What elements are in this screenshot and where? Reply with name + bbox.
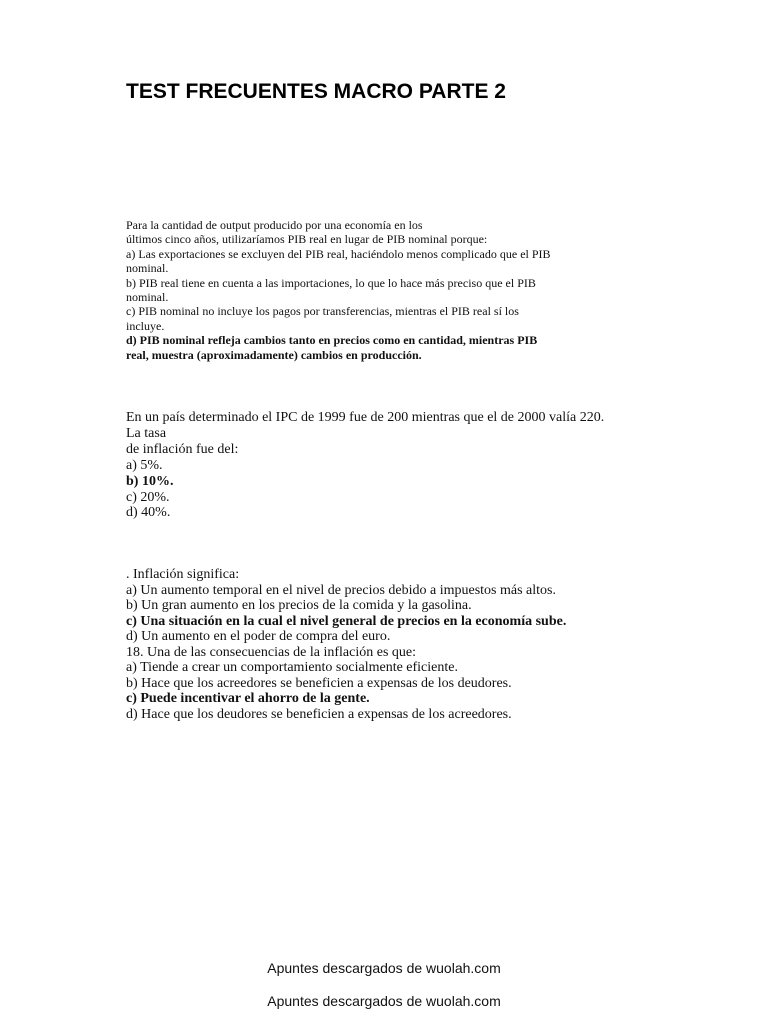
question-pib-real [126,218,551,362]
correct-answer-b: b) 10%. [126,473,174,489]
answer-option-b-cont: nominal. [126,290,169,305]
answer-option-d: d) 40%. [126,505,171,521]
question-stem-line: Para la cantidad de output producido por una economía en los [126,218,423,232]
question-stem-line: . Inflación significa: [126,567,240,582]
answer-option-a: a) 5%. [126,457,163,473]
question-stem-line: La tasa [126,425,167,441]
correct-answer-d: d) PIB nominal refleja cambios tanto en precios como en cantidad, mientras PIB [126,333,538,348]
answer-option-c: c) 20%. [126,489,170,505]
answer-option-a-cont: nominal. [126,261,169,276]
answer-option-d: d) Un aumento en el poder de compra del euro. [126,629,391,644]
answer-option-d: d) Hace que los deudores se beneficien a expensas de los acreedores. [126,706,512,722]
answer-option-a: a) Un aumento temporal en el nivel de precios debido a impuestos más altos. [126,582,556,598]
page-title: TEST FRECUENTES MACRO PARTE 2 [126,80,506,103]
question-inflacion-significa [126,567,566,722]
answer-option-c: c) PIB nominal no incluye los pagos por transferencias, mientras el PIB real sí los [126,304,519,319]
answer-option-b: b) PIB real tiene en cuenta a las importaciones, lo que lo hace más preciso que el PIB [126,275,536,290]
footer-watermark-text: Apuntes descargados de wuolah.com [267,960,501,976]
answer-option-b: b) Un gran aumento en los precios de la comida y la gasolina. [126,598,472,613]
question-stem-line: 18. Una de las consecuencias de la inflación es que: [126,644,417,660]
question-stem-line: últimos cinco años, utilizaríamos PIB real en lugar de PIB nominal porque: [126,232,488,247]
answer-option-a: a) Tiende a crear un comportamiento socialmente eficiente. [126,660,458,675]
correct-answer-c: c) Una situación en la cual el nivel general de precios en la economía sube. [126,613,567,629]
question-ipc-inflacion [126,410,604,521]
correct-answer-c: c) Puede incentivar el ahorro de la gente. [126,691,370,706]
answer-option-a: a) Las exportaciones se excluyen del PIB real, haciéndolo menos complicado que el PIB [126,246,551,261]
question-stem-line: En un país determinado el IPC de 1999 fue de 200 mientras que el de 2000 valía 220. [126,410,605,425]
answer-option-c-cont: incluye. [126,318,165,333]
question-stem-line: de inflación fue del: [126,441,239,457]
correct-answer-d-cont: real, muestra (aproximadamente) cambios en producción. [126,347,422,362]
answer-option-b: b) Hace que los acreedores se beneficien a expensas de los deudores. [126,675,512,691]
footer-watermark-text: Apuntes descargados de wuolah.com [267,993,501,1009]
